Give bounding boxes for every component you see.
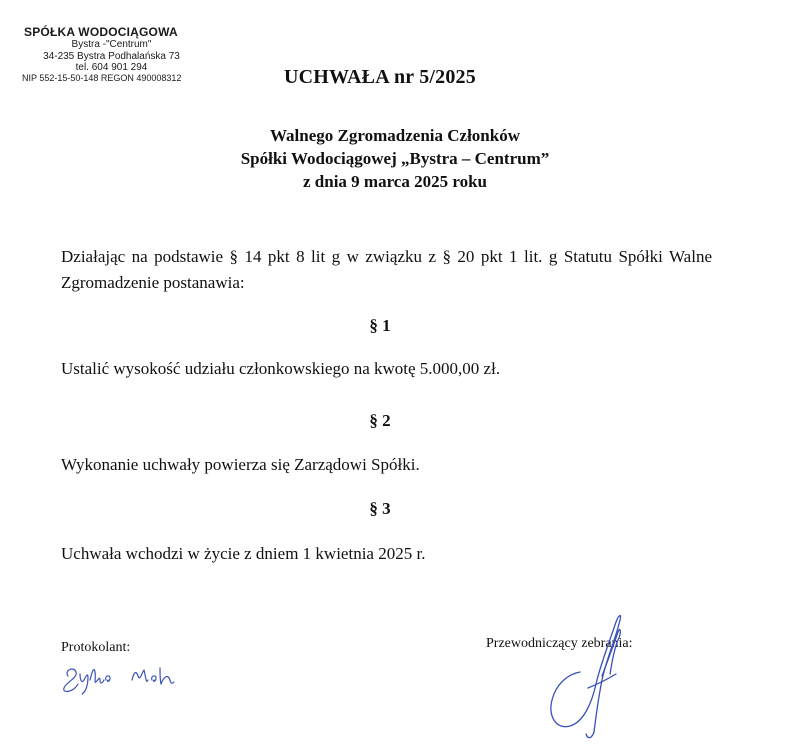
stamp-line-1: Bystra -"Centrum" — [71, 39, 152, 51]
subtitle-line-2: Spółki Wodociągowej „Bystra – Centrum” — [240, 149, 550, 168]
document-title: UCHWAŁA nr 5/2025 — [284, 66, 476, 88]
stamp-nip-regon: NIP 552-15-50-148 REGON 490008312 — [22, 73, 182, 83]
recorder-signature — [60, 658, 190, 698]
section-1-text: Ustalić wysokość udziału członkowskiego na kwotę 5.000,00 zł. — [61, 359, 501, 378]
section-2-mark: § 2 — [369, 411, 391, 430]
recorder-label: Protokolant: — [61, 640, 131, 655]
stamp-address: 34-235 Bystra Podhalańska 73 — [43, 50, 180, 62]
subtitle-line-1: Walnego Zgromadzenia Członków — [270, 126, 520, 145]
section-1-mark: § 1 — [369, 316, 391, 335]
stamp-phone: tel. 604 901 294 — [75, 61, 148, 73]
chairperson-label: Przewodniczący zebrania: — [486, 636, 633, 651]
chairperson-signature — [540, 604, 640, 744]
stamp-company-name: SPÓŁKA WODOCIĄGOWA — [24, 25, 178, 39]
section-2-text: Wykonanie uchwały powierza się Zarządowi Spółki. — [61, 455, 420, 474]
section-3-text: Uchwała wchodzi w życie z dniem 1 kwietnia 2025 r. — [61, 544, 426, 563]
section-3-mark: § 3 — [369, 499, 391, 518]
intro-paragraph: Działając na podstawie § 14 pkt 8 lit g w związku z § 20 pkt 1 lit. g Statutu Spółki Walne Zgromadzenie postanawia: — [61, 247, 712, 292]
subtitle-line-3: z dnia 9 marca 2025 roku — [302, 172, 488, 191]
document-subtitle — [0, 124, 785, 193]
